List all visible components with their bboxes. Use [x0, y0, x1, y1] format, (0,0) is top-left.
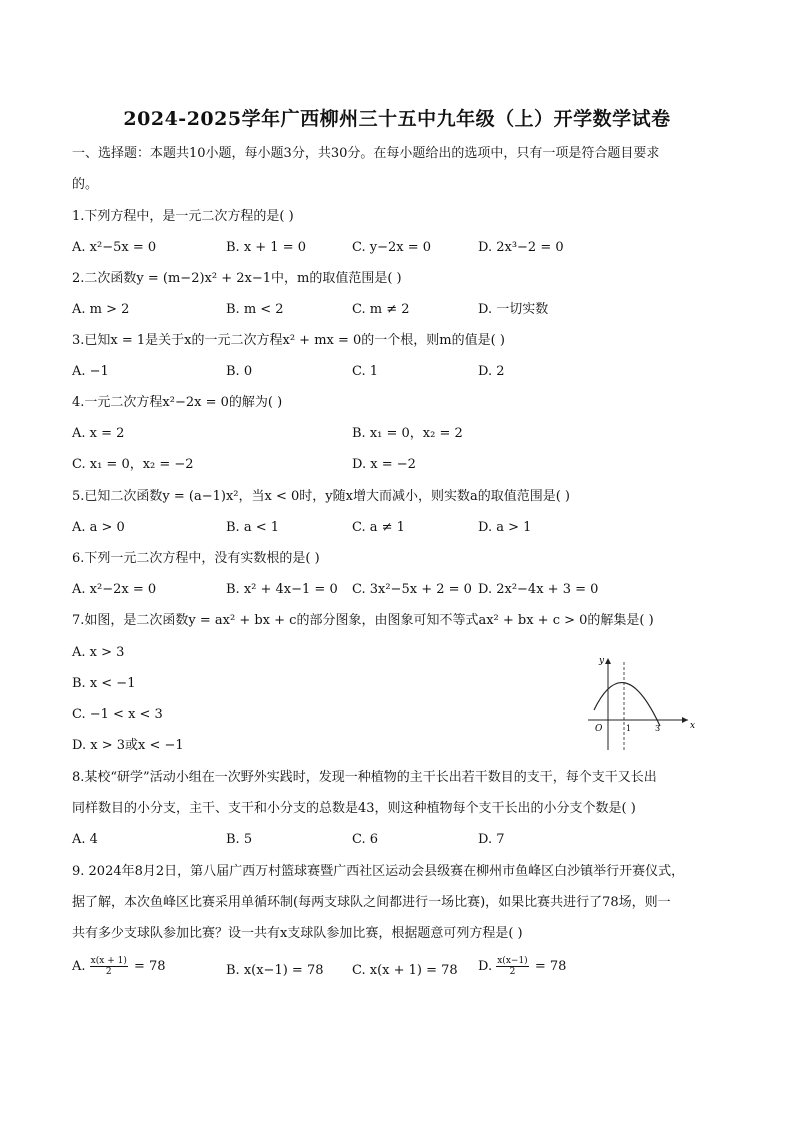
q3-stem: 3.已知x = 1是关于x的一元二次方程x² + mx = 0的一个根，则m的值是( ) [72, 333, 505, 348]
q1-option-d: D. 2x³−2 = 0 [478, 240, 564, 255]
y-axis-label: y [599, 656, 605, 666]
q9-option-a-prefix: A. [72, 959, 86, 974]
q6-stem: 6.下列一元二次方程中，没有实数根的是( ) [72, 551, 320, 566]
q1-option-c: C. y−2x = 0 [352, 240, 432, 255]
y-axis-arrow [605, 658, 611, 664]
q2-option-d: D. 一切实数 [478, 302, 549, 317]
q6-option-d: D. 2x²−4x + 3 = 0 [478, 582, 599, 597]
q1-option-a: A. x²−5x = 0 [72, 240, 157, 255]
q7-option-a: A. x > 3 [72, 645, 125, 660]
q9-option-a-fraction [90, 956, 128, 977]
q9-option-d-fraction [496, 956, 528, 977]
q1-stem: 1.下列方程中，是一元二次方程的是( ) [72, 209, 294, 224]
q9-option-b: B. x(x−1) = 78 [226, 963, 324, 978]
q2-stem: 2.二次函数y = (m−2)x² + 2x−1中，m的取值范围是( ) [72, 271, 402, 286]
q6-option-b: B. x² + 4x−1 = 0 [226, 582, 338, 597]
q4-option-c: C. x₁ = 0，x₂ = −2 [72, 457, 194, 472]
q7-option-c: C. −1 < x < 3 [72, 707, 163, 722]
q5-option-d: D. a > 1 [478, 520, 532, 535]
q9-option-d-prefix: D. [478, 959, 493, 974]
q5-option-b: B. a < 1 [226, 520, 279, 535]
q7-option-b: B. x < −1 [72, 676, 136, 691]
q4-option-d: D. x = −2 [352, 457, 416, 472]
q9-option-d-denominator: 2 [509, 967, 516, 977]
x-axis-label: x [690, 721, 696, 731]
tick-label-3: 3 [655, 724, 661, 733]
q8-stem-line1: 8.某校“研学”活动小组在一次野外实践时，发现一种植物的主干长出若干数目的支干，每个支干又长出 [72, 770, 657, 785]
q9-option-a-denominator: 2 [105, 967, 112, 977]
q3-option-d: D. 2 [478, 364, 505, 379]
exam-title: 2024-2025学年广西柳州三十五中九年级（上）开学数学试卷 [123, 108, 671, 130]
q8-option-b: B. 5 [226, 832, 253, 847]
q9-option-a [72, 956, 166, 977]
q4-option-b: B. x₁ = 0，x₂ = 2 [352, 426, 463, 441]
origin-label: O [595, 724, 603, 734]
q3-option-c: C. 1 [352, 364, 379, 379]
q2-option-c: C. m ≠ 2 [352, 302, 410, 317]
q2-option-b: B. m < 2 [226, 302, 284, 317]
q8-option-d: D. 7 [478, 832, 505, 847]
q6-option-a: A. x²−2x = 0 [72, 582, 157, 597]
q9-option-a-numerator: x(x + 1) [90, 956, 127, 966]
q9-option-d-numerator: x(x−1) [497, 956, 528, 966]
q9-option-d-rhs: = 78 [534, 959, 567, 974]
q1-option-b: B. x + 1 = 0 [226, 240, 307, 255]
q9-stem-line1: 9. 2024年8月2日，第八届广西万村篮球赛暨广西社区运动会县级赛在柳州市鱼峰区白沙镇举行开赛仪式， [72, 864, 685, 879]
q7-stem: 7.如图，是二次函数y = ax² + bx + c的部分图象，由图象可知不等式ax² + bx + c > 0的解集是( ) [72, 613, 654, 628]
q3-option-a: A. −1 [72, 364, 109, 379]
parabola-graph [580, 654, 700, 754]
q9-stem-line2: 据了解，本次鱼峰区比赛采用单循环制(每两支球队之间都进行一场比赛)，如果比赛共进行了78场，则一 [72, 895, 671, 910]
q8-option-a: A. 4 [72, 832, 98, 847]
q9-option-c: C. x(x + 1) = 78 [352, 963, 458, 978]
q4-option-a: A. x = 2 [72, 426, 125, 441]
q5-option-a: A. a > 0 [72, 520, 125, 535]
section-heading-line2: 的。 [72, 177, 99, 192]
q8-stem-line2: 同样数目的小分支，主干、支干和小分支的总数是43，则这种植物每个支干长出的小分支个数是( ) [72, 801, 636, 816]
q8-option-c: C. 6 [352, 832, 379, 847]
tick-label-1: 1 [626, 724, 632, 733]
q9-option-a-rhs: = 78 [133, 959, 166, 974]
q3-option-b: B. 0 [226, 364, 253, 379]
q4-stem: 4.一元二次方程x²−2x = 0的解为( ) [72, 395, 283, 410]
x-axis-arrow [682, 717, 688, 723]
q7-option-d: D. x > 3或x < −1 [72, 738, 184, 753]
q5-option-c: C. a ≠ 1 [352, 520, 405, 535]
q5-stem: 5.已知二次函数y = (a−1)x²，当x < 0时，y随x增大而减小，则实数a的取值范围是( ) [72, 489, 570, 504]
section-heading-line1: 一、选择题：本题共10小题，每小题3分，共30分。在每小题给出的选项中，只有一项是符合题目要求 [72, 146, 660, 161]
q9-stem-line3: 共有多少支球队参加比赛？设一共有x支球队参加比赛，根据题意可列方程是( ) [72, 926, 523, 941]
q2-option-a: A. m > 2 [72, 302, 130, 317]
parabola-curve [594, 683, 660, 726]
q9-option-d [478, 956, 566, 977]
q6-option-c: C. 3x²−5x + 2 = 0 [352, 582, 472, 597]
